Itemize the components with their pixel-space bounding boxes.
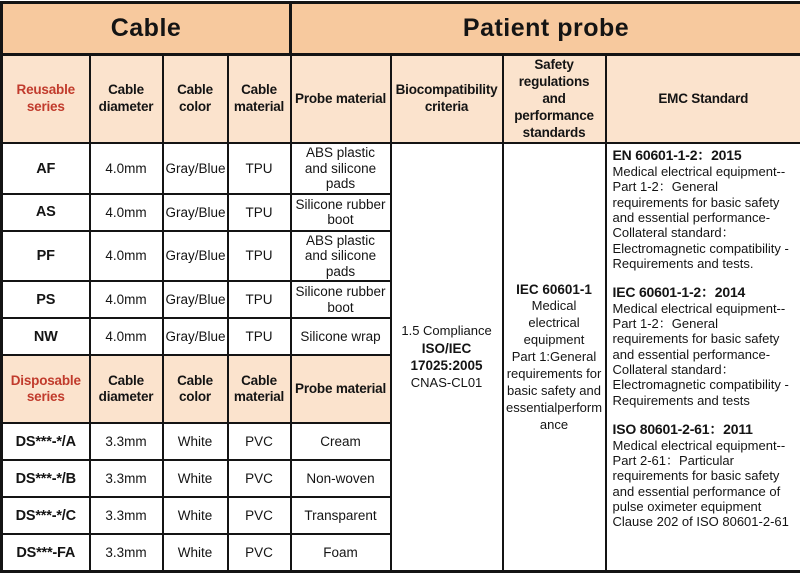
- probe-material-cell: ABS plastic and silicone pads: [291, 231, 391, 282]
- material-cell: TPU: [228, 318, 291, 355]
- safety-line-2: Part 1:General requirements for basic safety and essentialperformance: [506, 349, 603, 433]
- series-cell: DS***-FA: [2, 534, 90, 571]
- bio-line-cnas: CNAS-CL01: [394, 375, 500, 392]
- biocompatibility-cell: [391, 143, 503, 571]
- probe-material-cell: ABS plastic and silicone pads: [291, 143, 391, 194]
- col-header-cable-color: Cable color: [163, 55, 228, 144]
- emc-body-iec60601: Medical electrical equipment--Part 1-2：General requirements for basic safety and essential performance-Collateral standard：Electromagnetic compatibility - Requirements and tests: [613, 301, 796, 408]
- color-cell: Gray/Blue: [163, 318, 228, 355]
- emc-heading-en60601: EN 60601-1-2：2015: [613, 147, 796, 164]
- emc-clause-iso80601: Clause 202 of ISO 80601-2-61: [613, 514, 796, 529]
- series-cell: DS***-*/C: [2, 497, 90, 534]
- material-cell: TPU: [228, 194, 291, 231]
- safety-line-1: Medical electrical equipment: [506, 298, 603, 349]
- probe-spec-table: [0, 1, 800, 573]
- material-cell: PVC: [228, 423, 291, 460]
- safety-standard-heading: IEC 60601-1: [506, 281, 603, 299]
- diameter-cell: 3.3mm: [90, 497, 163, 534]
- probe-material-cell: Cream: [291, 423, 391, 460]
- material-cell: TPU: [228, 143, 291, 194]
- col-header-cable-material: Cable material: [228, 355, 291, 423]
- series-cell: AF: [2, 143, 90, 194]
- material-cell: PVC: [228, 534, 291, 571]
- probe-material-cell: Silicone rubber boot: [291, 281, 391, 318]
- series-cell: DS***-*/A: [2, 423, 90, 460]
- diameter-cell: 4.0mm: [90, 194, 163, 231]
- probe-material-cell: Transparent: [291, 497, 391, 534]
- col-header-cable-material: Cable material: [228, 55, 291, 144]
- probe-material-cell: Foam: [291, 534, 391, 571]
- col-header-probe-material: Probe material: [291, 355, 391, 423]
- patient-probe-group-header: Patient probe: [291, 3, 800, 55]
- bio-line-compliance: 1.5 Compliance: [394, 323, 500, 340]
- probe-material-cell: Silicone rubber boot: [291, 194, 391, 231]
- reusable-header-row: [2, 55, 800, 144]
- color-cell: Gray/Blue: [163, 143, 228, 194]
- material-cell: TPU: [228, 281, 291, 318]
- emc-paragraph-en60601: [613, 147, 796, 271]
- reusable-series-header: Reusable series: [2, 55, 90, 144]
- diameter-cell: 3.3mm: [90, 423, 163, 460]
- disposable-series-header: Disposable series: [2, 355, 90, 423]
- series-cell: PF: [2, 231, 90, 282]
- color-cell: White: [163, 534, 228, 571]
- color-cell: White: [163, 460, 228, 497]
- table-row-af: [2, 143, 800, 194]
- emc-standard-cell: [606, 143, 800, 571]
- col-header-cable-diameter: Cable diameter: [90, 55, 163, 144]
- diameter-cell: 4.0mm: [90, 231, 163, 282]
- series-cell: AS: [2, 194, 90, 231]
- series-cell: PS: [2, 281, 90, 318]
- material-cell: PVC: [228, 460, 291, 497]
- col-header-biocompatibility: Biocompatibility criteria: [391, 55, 503, 144]
- probe-material-cell: Non-woven: [291, 460, 391, 497]
- diameter-cell: 4.0mm: [90, 143, 163, 194]
- emc-paragraph-iso80601: [613, 421, 796, 529]
- emc-paragraph-iec60601: [613, 284, 796, 408]
- material-cell: TPU: [228, 231, 291, 282]
- col-header-emc: EMC Standard: [606, 55, 800, 144]
- color-cell: Gray/Blue: [163, 281, 228, 318]
- diameter-cell: 4.0mm: [90, 318, 163, 355]
- col-header-safety: Safety regulations and performance standards: [503, 55, 606, 144]
- group-header-row: [2, 3, 800, 55]
- color-cell: White: [163, 423, 228, 460]
- bio-line-iso: ISO/IEC: [394, 340, 500, 358]
- col-header-cable-diameter: Cable diameter: [90, 355, 163, 423]
- bio-line-standard-number: 17025:2005: [394, 357, 500, 375]
- emc-body-en60601: Medical electrical equipment--Part 1-2：General requirements for basic safety and essential performance-Collateral standard：Electromagnetic compatibility - Requirements and tests.: [613, 164, 796, 271]
- diameter-cell: 4.0mm: [90, 281, 163, 318]
- emc-body-iso80601: Medical electrical equipment--Part 2-61：Particular requirements for basic safety and essential performance of pulse oximeter equipment: [613, 438, 796, 515]
- col-header-probe-material: Probe material: [291, 55, 391, 144]
- probe-material-cell: Silicone wrap: [291, 318, 391, 355]
- emc-heading-iec60601: IEC 60601-1-2：2014: [613, 284, 796, 301]
- diameter-cell: 3.3mm: [90, 460, 163, 497]
- color-cell: Gray/Blue: [163, 194, 228, 231]
- emc-heading-iso80601: ISO 80601-2-61：2011: [613, 421, 796, 438]
- diameter-cell: 3.3mm: [90, 534, 163, 571]
- series-cell: NW: [2, 318, 90, 355]
- col-header-cable-color: Cable color: [163, 355, 228, 423]
- cable-group-header: Cable: [2, 3, 291, 55]
- color-cell: Gray/Blue: [163, 231, 228, 282]
- safety-regulations-cell: [503, 143, 606, 571]
- color-cell: White: [163, 497, 228, 534]
- material-cell: PVC: [228, 497, 291, 534]
- series-cell: DS***-*/B: [2, 460, 90, 497]
